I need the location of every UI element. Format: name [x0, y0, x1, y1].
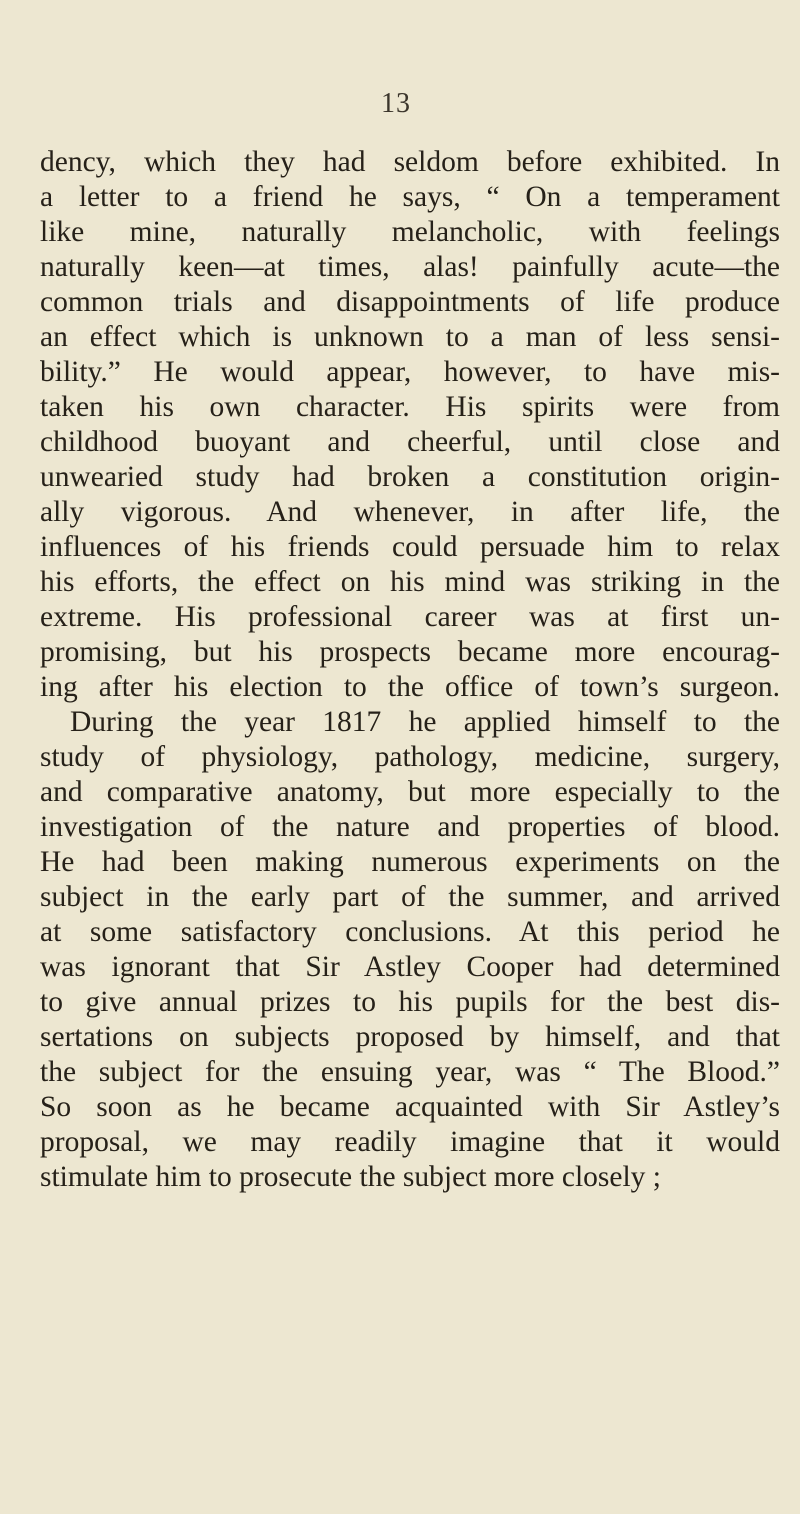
text-line: investigation of the nature and properties of blood. [40, 811, 780, 843]
text-line: a letter to a friend he says, “ On a temperament [40, 181, 780, 213]
text-line: like mine, naturally melancholic, with feelings [40, 216, 780, 248]
text-line: During the year 1817 he applied himself to the [70, 706, 780, 738]
text-line: childhood buoyant and cheerful, until close and [40, 426, 780, 458]
page-number: 13 [381, 88, 411, 119]
text-line: at some satisfactory conclusions. At this period he [40, 916, 780, 948]
text-line: bility.” He would appear, however, to have mis- [40, 356, 780, 388]
text-line: and comparative anatomy, but more especially to the [40, 776, 780, 808]
text-line: common trials and disappointments of life produce [40, 286, 780, 318]
text-line: to give annual prizes to his pupils for the best dis- [40, 986, 780, 1018]
text-line: sertations on subjects proposed by himself, and that [40, 1021, 780, 1053]
text-line: an effect which is unknown to a man of less sensi- [40, 321, 780, 353]
text-line: ing after his election to the office of town’s surgeon. [40, 671, 780, 703]
text-line: influences of his friends could persuade him to relax [40, 531, 780, 563]
text-line: study of physiology, pathology, medicine, surgery, [40, 741, 780, 773]
text-line: unwearied study had broken a constitution origin- [40, 461, 780, 493]
text-line: ally vigorous. And whenever, in after life, the [40, 496, 780, 528]
text-line: his efforts, the effect on his mind was striking in the [40, 566, 780, 598]
text-line: He had been making numerous experiments on the [40, 846, 780, 878]
text-line: subject in the early part of the summer, and arrived [40, 881, 780, 913]
text-line: stimulate him to prosecute the subject more closely ; [40, 1161, 661, 1193]
text-line: taken his own character. His spirits were from [40, 391, 780, 423]
text-line: proposal, we may readily imagine that it would [40, 1126, 780, 1158]
body-text [40, 145, 780, 1195]
text-line: dency, which they had seldom before exhibited. In [40, 146, 780, 178]
text-line: promising, but his prospects became more encourag- [40, 636, 780, 668]
text-line: naturally keen—at times, alas! painfully acute—the [40, 251, 780, 283]
text-line: So soon as he became acquainted with Sir Astley’s [40, 1091, 780, 1123]
text-line: was ignorant that Sir Astley Cooper had determined [40, 951, 780, 983]
text-line: extreme. His professional career was at first un- [40, 601, 780, 633]
text-line: the subject for the ensuing year, was “ The Blood.” [40, 1056, 780, 1088]
